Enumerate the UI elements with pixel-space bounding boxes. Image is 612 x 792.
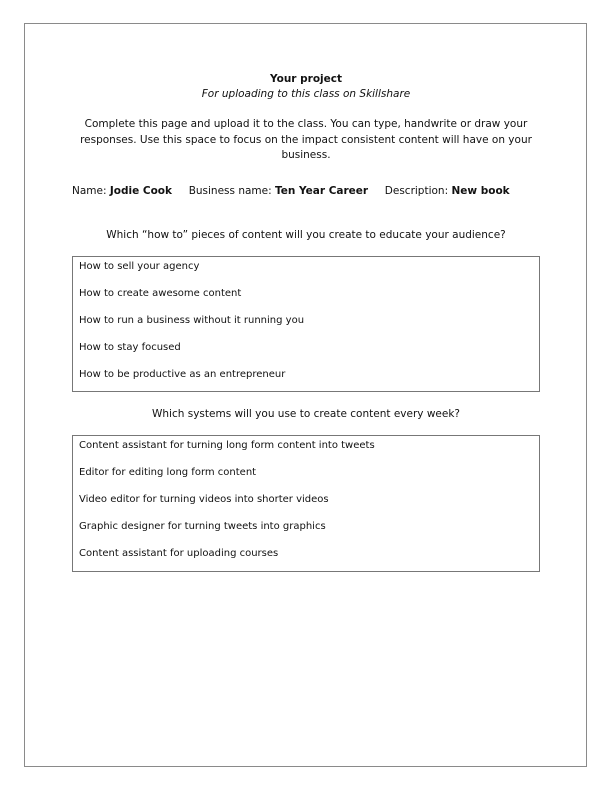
answer-line: How to be productive as an entrepreneur xyxy=(79,369,286,380)
answer-line: Graphic designer for turning tweets into graphics xyxy=(79,521,326,532)
answer-line: Video editor for turning videos into shorter videos xyxy=(79,494,329,505)
answer-box-how-to-content[interactable] xyxy=(72,256,540,392)
answer-box-content-systems[interactable] xyxy=(72,435,540,572)
intro-text: Complete this page and upload it to the class. You can type, handwrite or draw your responses. Use this space to focus on the impact consistent content will have on your business. xyxy=(80,118,532,161)
project-details xyxy=(72,185,510,197)
name-label: Name: xyxy=(72,185,107,197)
question-content-systems: Which systems will you use to create content every week? xyxy=(152,408,460,420)
answer-line: How to sell your agency xyxy=(79,261,200,272)
question-how-to-content: Which “how to” pieces of content will you create to educate your audience? xyxy=(106,229,506,241)
answer-line: Editor for editing long form content xyxy=(79,467,257,478)
page-subtitle: For uploading to this class on Skillshare xyxy=(201,88,411,100)
answer-line: Content assistant for turning long form content into tweets xyxy=(79,440,375,451)
answer-line: How to run a business without it running you xyxy=(79,315,305,326)
answer-line: Content assistant for uploading courses xyxy=(79,548,279,559)
description-label: Description: xyxy=(384,185,449,197)
name-value: Jodie Cook xyxy=(109,185,172,197)
business-name-value: Ten Year Career xyxy=(275,185,369,197)
business-name-label: Business name: xyxy=(188,185,272,197)
answer-line: How to create awesome content xyxy=(79,288,242,299)
page-title: Your project xyxy=(269,73,343,85)
answer-line: How to stay focused xyxy=(79,342,181,353)
description-value: New book xyxy=(451,185,510,197)
